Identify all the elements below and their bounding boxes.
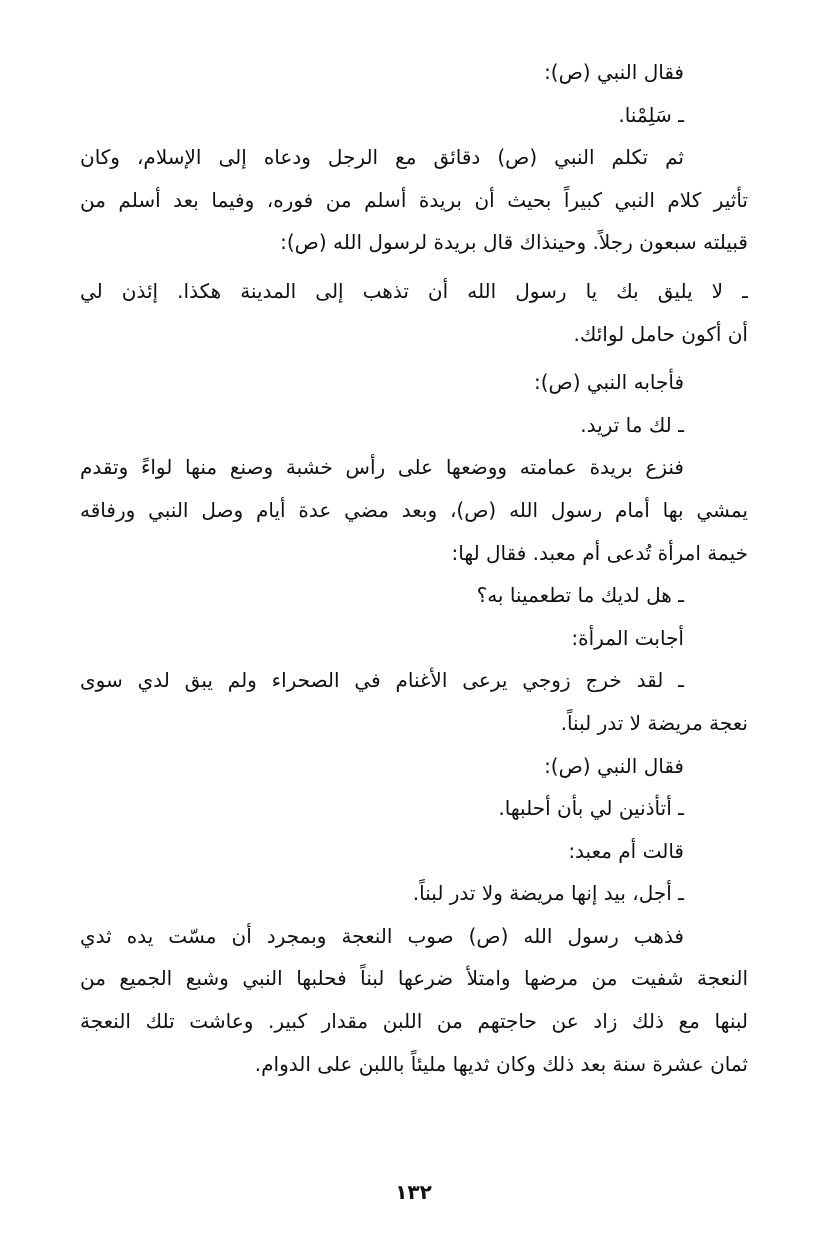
text-line: فقال النبي (ص): [544, 60, 684, 84]
text-line: ثم تكلم النبي (ص) دقائق مع الرجل ودعاه إلى الإسلام، وكان [80, 145, 684, 170]
text-line: ـ أجل، بيد إنها مريضة ولا تدر لبناً. [412, 881, 684, 906]
text-line: خيمة امرأة تُدعى أم معبد. فقال لها: [451, 540, 748, 565]
text-line: فأجابه النبي (ص): [533, 370, 684, 395]
text-line: فنزع بريدة عمامته ووضعها على رأس خشبة وصنع منها لواءً وتقدم [80, 455, 684, 480]
text-line: لبنها مع ذلك زاد عن حاجتهم من اللبن مقدار كبير. وعاشت تلك النعجة [80, 1009, 748, 1034]
text-line: ـ سَلِمْنا. [618, 102, 684, 127]
text-line: ثمان عشرة سنة بعد ذلك وكان ثديها مليئاً باللبن على الدوام. [254, 1051, 748, 1076]
text-line: النعجة شفيت من مرضها وامتلأ ضرعها لبناً فحلبها النبي وشبع الجميع من [80, 966, 748, 991]
text-line: ـ هل لديك ما تطعمينا به؟ [476, 583, 684, 608]
text-line: ـ لك ما تريد. [580, 412, 684, 437]
text-line: فذهب رسول الله (ص) صوب النعجة وبمجرد أن مسّت يده ثدي [80, 923, 684, 948]
text-line: قالت أم معبد: [568, 838, 684, 863]
text-line: نعجة مريضة لا تدر لبناً. [560, 710, 748, 735]
text-line: فقال النبي (ص): [544, 753, 684, 778]
text-line: يمشي بها أمام رسول الله (ص)، وبعد مضي عدة أيام وصل النبي ورفاقه [80, 497, 748, 522]
text-line: ـ أتأذنين لي بأن أحلبها. [498, 796, 684, 821]
text-line: ـ لا يليق بك يا رسول الله أن تذهب إلى المدينة هكذا. إئذن لي [80, 278, 748, 303]
text-line: أن أكون حامل لوائك. [573, 321, 748, 346]
text-line: قبيلته سبعون رجلاً. وحينذاك قال بريدة لرسول الله (ص): [280, 230, 748, 255]
text-line: أجابت المرأة: [571, 625, 684, 650]
page-body [80, 52, 748, 1086]
page-number: ١٣٢ [395, 1180, 432, 1204]
text-line: تأثير كلام النبي كبيراً بحيث أن بريدة أسلم من فوره، وفيما بعد أسلم من [80, 187, 748, 212]
text-line: ـ لقد خرج زوجي يرعى الأغنام في الصحراء ولم يبق لدي سوى [80, 668, 684, 693]
